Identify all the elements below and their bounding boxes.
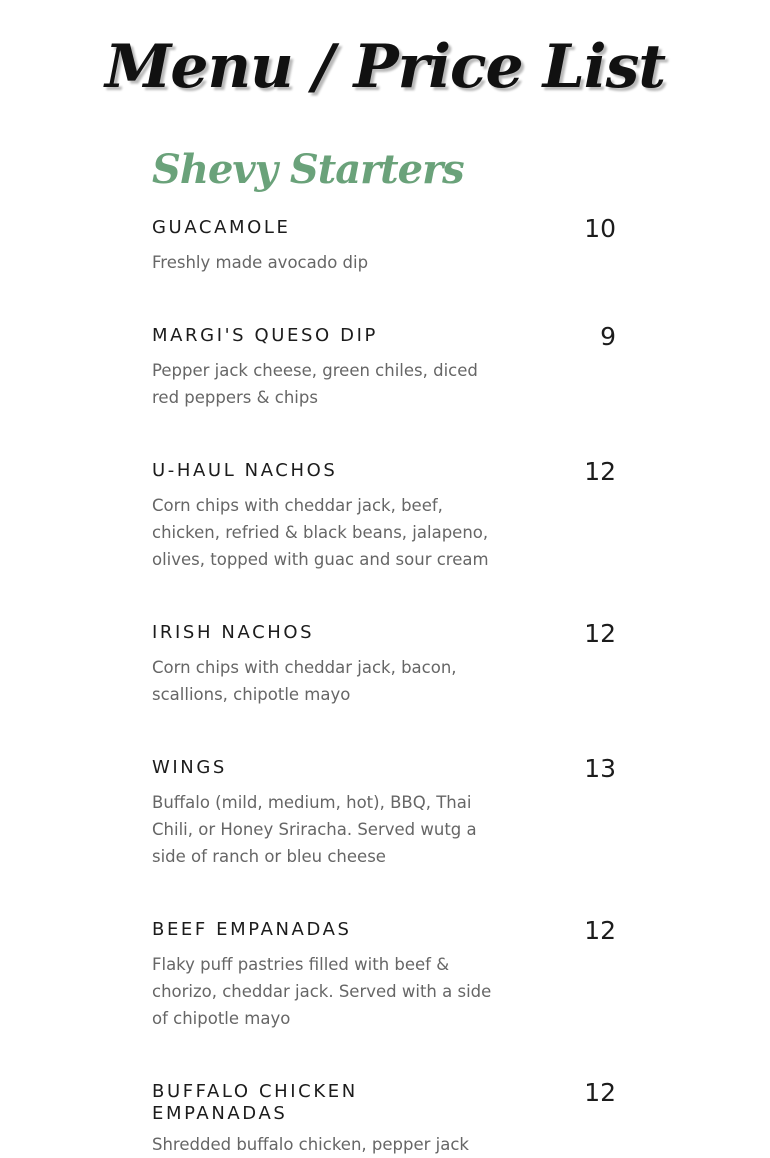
item-description: Freshly made avocado dip	[152, 253, 369, 272]
item-price: 9	[600, 322, 616, 351]
item-description: Corn chips with cheddar jack, beef, chicken, refried & black beans, jalapeno, olives, topped with guac and sour cream	[152, 496, 489, 569]
item-price: 13	[584, 754, 616, 783]
section-title-starters: Shevy Starters	[152, 146, 464, 193]
item-description: Pepper jack cheese, green chiles, diced red peppers & chips	[152, 361, 478, 407]
item-name: WINGS	[152, 757, 227, 778]
item-name: U-HAUL NACHOS	[152, 460, 338, 481]
page-title: Menu / Price List	[104, 32, 666, 102]
item-price: 12	[584, 619, 616, 648]
item-price: 12	[584, 1078, 616, 1107]
item-name: BUFFALO CHICKEN EMPANADAS	[152, 1081, 358, 1124]
item-price: 10	[584, 214, 616, 243]
item-price: 12	[584, 916, 616, 945]
item-name: GUACAMOLE	[152, 217, 291, 238]
item-name: BEEF EMPANADAS	[152, 919, 352, 940]
item-name: MARGI'S QUESO DIP	[152, 325, 378, 346]
item-description: Shredded buffalo chicken, pepper jack	[152, 1135, 469, 1154]
item-price: 12	[584, 457, 616, 486]
item-description: Corn chips with cheddar jack, bacon, scallions, chipotle mayo	[152, 658, 457, 704]
item-name: IRISH NACHOS	[152, 622, 315, 643]
item-description: Flaky puff pastries filled with beef & chorizo, cheddar jack. Served with a side of chipotle mayo	[152, 955, 492, 1028]
item-description: Buffalo (mild, medium, hot), BBQ, Thai Chili, or Honey Sriracha. Served wutg a side of ranch or bleu cheese	[152, 793, 477, 866]
